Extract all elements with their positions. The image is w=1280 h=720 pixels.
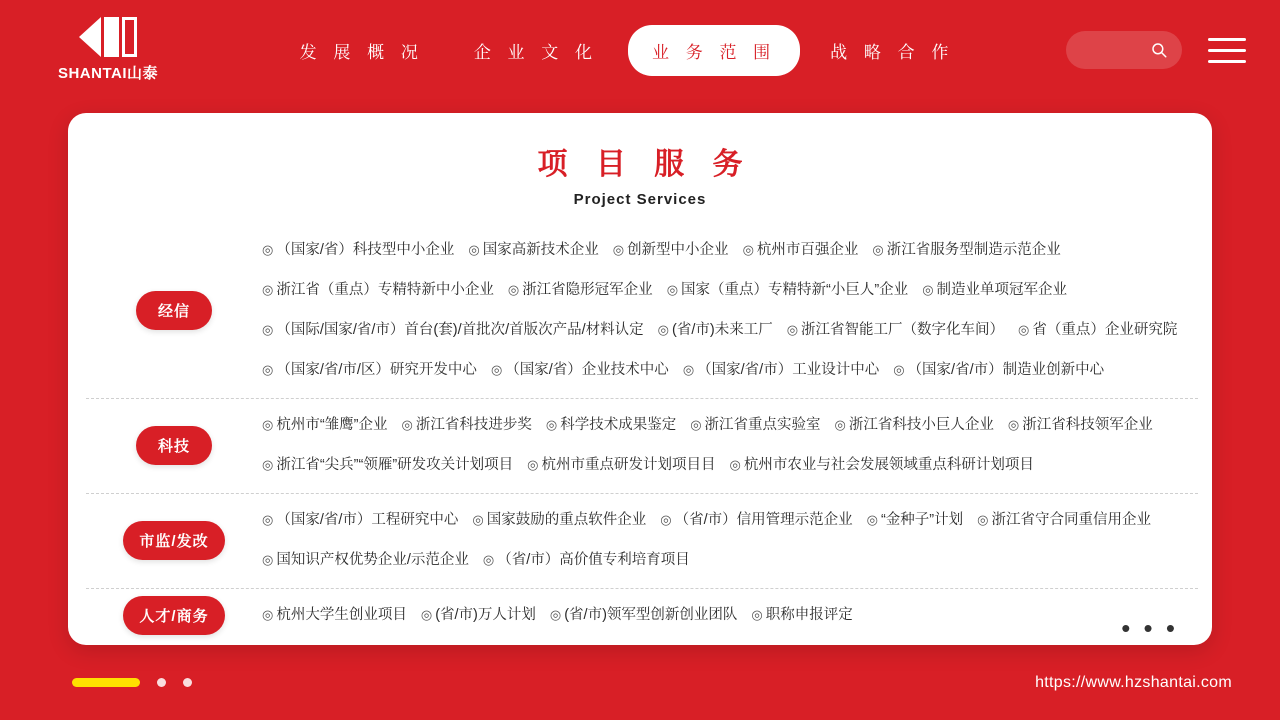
section-shijian-fagai (86, 494, 1198, 589)
list-item[interactable]: ◎ 浙江省服务型制造示范企业 (872, 242, 1061, 258)
section-tag-wrap (86, 426, 262, 465)
list-item-label: 浙江省科技领军企业 (1022, 417, 1153, 433)
list-item-label: 浙江省科技小巨人企业 (848, 417, 994, 433)
list-item-label: 浙江省隐形冠军企业 (522, 282, 653, 298)
list-item[interactable]: ◎ (省/市)万人计划 (420, 607, 536, 623)
list-item-label: 浙江省服务型制造示范企业 (886, 242, 1061, 258)
list-item-label: 国家（重点）专精特新“小巨人”企业 (681, 282, 909, 298)
list-item[interactable]: ◎ (省/市)领军型创新创业团队 (549, 607, 738, 623)
section-jingxin (86, 224, 1198, 399)
list-item-label: （国家/省/市）工业设计中心 (697, 362, 880, 378)
list-item[interactable]: ◎ 浙江省科技小巨人企业 (834, 417, 994, 433)
list-item[interactable]: ◎ 国知识产权优势企业/示范企业 (262, 552, 469, 568)
site-url[interactable]: https://www.hzshantai.com (1035, 673, 1232, 691)
list-item-label: “金种子”计划 (880, 512, 964, 528)
main-nav (188, 25, 1066, 76)
nav-item-culture[interactable]: 企 业 文 化 (473, 42, 598, 62)
list-item-label: 浙江省智能工厂（数字化车间） (801, 322, 1005, 338)
section-tag-rencai-shangwu[interactable]: 人才/商务 (123, 596, 224, 635)
section-tag-wrap (86, 291, 262, 330)
section-items-rencai-shangwu (262, 595, 1198, 643)
list-item-label: 浙江省守合同重信用企业 (991, 512, 1151, 528)
list-item[interactable]: ◎ 制造业单项冠军企业 (922, 282, 1068, 298)
list-item[interactable]: ◎ (省/市)未来工厂 (657, 322, 773, 338)
list-item-label: （国家/省/市）制造业创新中心 (907, 362, 1105, 378)
list-item-label: (省/市)万人计划 (435, 607, 536, 623)
brand-logo[interactable] (48, 17, 168, 83)
search-icon[interactable] (1150, 41, 1168, 59)
list-item[interactable]: ◎ 浙江省（重点）专精特新中小企业 (262, 282, 494, 298)
list-item-label: (省/市)领军型创新创业团队 (564, 607, 738, 623)
section-keji (86, 399, 1198, 494)
list-item-label: 浙江省重点实验室 (704, 417, 821, 433)
list-item-label: 浙江省（重点）专精特新中小企业 (276, 282, 494, 298)
pager-indicator-2[interactable] (157, 678, 166, 687)
list-item[interactable]: ◎ 杭州市“雏鹰”企业 (262, 417, 388, 433)
list-item[interactable]: ◎ 国家鼓励的重点软件企业 (472, 512, 647, 528)
carousel-pager (72, 678, 192, 687)
list-item-label: （省/市）高价值专利培育项目 (497, 552, 690, 568)
list-item[interactable]: ◎ 国家高新技术企业 (468, 242, 599, 258)
pager-indicator-active[interactable] (72, 678, 140, 687)
list-item-label: 职称申报评定 (765, 607, 853, 623)
page-title: 项 目 服 务 (537, 148, 753, 181)
section-tag-wrap (86, 521, 262, 560)
nav-item-development[interactable]: 发 展 概 况 (299, 42, 424, 62)
list-item[interactable]: ◎ 国家（重点）专精特新“小巨人”企业 (666, 282, 909, 298)
list-item-label: 创新型中小企业 (627, 242, 729, 258)
list-item-label: 国家高新技术企业 (482, 242, 599, 258)
list-item[interactable]: ◎ （省/市）信用管理示范企业 (660, 512, 853, 528)
list-item-label: 杭州市“雏鹰”企业 (276, 417, 388, 433)
list-item-label: 国家鼓励的重点软件企业 (486, 512, 647, 528)
list-item-label: （省/市）信用管理示范企业 (674, 512, 853, 528)
list-item-label: （国家/省/市/区）研究开发中心 (276, 362, 477, 378)
section-items-jingxin (262, 230, 1198, 390)
nav-item-strategic-cooperation[interactable]: 战 略 合 作 (830, 42, 955, 62)
list-item-label: （国家/省）企业技术中心 (505, 362, 669, 378)
pager-indicator-3[interactable] (183, 678, 192, 687)
list-item[interactable]: ◎ “金种子”计划 (866, 512, 964, 528)
hamburger-menu-icon[interactable] (1208, 38, 1246, 63)
site-header (0, 0, 1280, 100)
service-sections (68, 224, 1212, 643)
list-item[interactable]: ◎ （国家/省/市）工业设计中心 (682, 362, 880, 378)
list-item[interactable]: ◎ 杭州市农业与社会发展领域重点科研计划项目 (729, 457, 1034, 473)
list-item-label: 浙江省科技进步奖 (415, 417, 532, 433)
list-item-label: 杭州市重点研发计划项目目 (541, 457, 716, 473)
section-items-keji (262, 405, 1198, 485)
search-box[interactable] (1066, 31, 1182, 69)
list-item[interactable]: ◎ 浙江省隐形冠军企业 (507, 282, 653, 298)
list-item[interactable]: ◎ 浙江省科技领军企业 (1007, 417, 1153, 433)
more-dots-icon[interactable]: • • • (1121, 613, 1178, 643)
page-subtitle: Project Services (573, 191, 707, 208)
section-tag-wrap (86, 596, 262, 635)
list-item-label: 浙江省“尖兵”“领雁”研发攻关计划项目 (276, 457, 514, 473)
list-item[interactable]: ◎ 省（重点）企业研究院 (1018, 322, 1178, 338)
list-item-label: （国家/省/市）工程研究中心 (276, 512, 459, 528)
list-item-label: 杭州大学生创业项目 (276, 607, 407, 623)
list-item-label: 制造业单项冠军企业 (936, 282, 1068, 298)
list-item-label: 国知识产权优势企业/示范企业 (276, 552, 469, 568)
list-item[interactable]: ◎ 浙江省重点实验室 (690, 417, 821, 433)
brand-name: SHANTAI山泰 (57, 65, 159, 82)
list-item[interactable]: ◎ 浙江省科技进步奖 (401, 417, 532, 433)
list-item-label: (省/市)未来工厂 (672, 322, 773, 338)
list-item[interactable]: ◎ 创新型中小企业 (612, 242, 729, 258)
search-input[interactable] (1090, 42, 1150, 59)
list-item[interactable]: ◎ （国家/省）科技型中小企业 (262, 242, 455, 258)
list-item-label: 省（重点）企业研究院 (1032, 322, 1178, 338)
list-item[interactable]: ◎ （国家/省）企业技术中心 (490, 362, 669, 378)
list-item[interactable]: ◎ 杭州市百强企业 (742, 242, 859, 258)
list-item-label: （国际/国家/省/市）首台(套)/首批次/首版次产品/材料认定 (276, 322, 644, 338)
nav-item-business-scope[interactable]: 业 务 范 围 (628, 25, 800, 76)
list-item[interactable]: ◎ 浙江省守合同重信用企业 (977, 512, 1151, 528)
list-item[interactable]: ◎ （国际/国家/省/市）首台(套)/首批次/首版次产品/材料认定 (262, 322, 644, 338)
list-item[interactable]: ◎ （国家/省/市）制造业创新中心 (893, 362, 1105, 378)
shantai-logo-icon (79, 17, 137, 57)
list-item[interactable]: ◎ 职称申报评定 (751, 607, 853, 623)
section-items-shijian-fagai (262, 500, 1198, 580)
list-item-label: 杭州市百强企业 (756, 242, 859, 258)
list-item[interactable]: ◎ 浙江省“尖兵”“领雁”研发攻关计划项目 (262, 457, 514, 473)
list-item-label: 科学技术成果鉴定 (560, 417, 677, 433)
project-services-card (68, 113, 1212, 645)
list-item[interactable]: ◎ 杭州大学生创业项目 (262, 607, 407, 623)
section-rencai-shangwu (86, 589, 1198, 643)
list-item-label: 杭州市农业与社会发展领域重点科研计划项目 (743, 457, 1034, 473)
list-item[interactable]: ◎ 科学技术成果鉴定 (545, 417, 677, 433)
list-item-label: （国家/省）科技型中小企业 (276, 242, 455, 258)
section-tag-jingxin[interactable]: 经信 (136, 291, 212, 330)
site-footer (0, 645, 1280, 720)
list-item[interactable]: ◎ （国家/省/市）工程研究中心 (262, 512, 459, 528)
list-item[interactable]: ◎ 杭州市重点研发计划项目目 (527, 457, 716, 473)
section-tag-shijian-fagai[interactable]: 市监/发改 (123, 521, 224, 560)
list-item[interactable]: ◎ （省/市）高价值专利培育项目 (482, 552, 690, 568)
list-item[interactable]: ◎ （国家/省/市/区）研究开发中心 (262, 362, 477, 378)
section-tag-keji[interactable]: 科技 (136, 426, 212, 465)
list-item[interactable]: ◎ 浙江省智能工厂（数字化车间） (786, 322, 1005, 338)
